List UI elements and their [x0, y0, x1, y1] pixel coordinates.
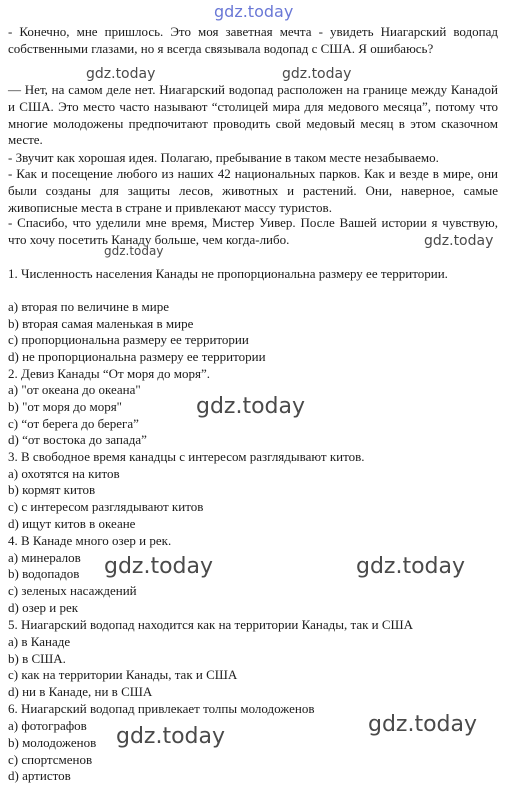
answer-option: d) озер и рек — [8, 600, 79, 615]
answer-option: d) ни в Канаде, ни в США — [8, 684, 153, 699]
answer-option: c) спортсменов — [8, 752, 93, 767]
answer-option: d) “от востока до запада” — [8, 432, 147, 447]
answer-option: c) с интересом разглядывают китов — [8, 499, 204, 514]
watermark: gdz.today — [104, 554, 214, 579]
answer-option: a) охотятся на китов — [8, 466, 120, 481]
question-text: 3. В свободное время канадцы с интересом разглядывают китов. — [8, 449, 365, 464]
answer-option: a) вторая по величине в мире — [8, 299, 169, 314]
question-text: 2. Девиз Канады “От моря до моря”. — [8, 366, 211, 381]
answer-option: a) фотографов — [8, 718, 87, 733]
watermark: gdz.today — [116, 724, 226, 749]
answer-option: d) артистов — [8, 768, 71, 783]
watermark: gdz.today — [424, 233, 494, 249]
answer-option: a) в Канаде — [8, 634, 71, 649]
dialogue-paragraph: - Как и посещение любого из наших 42 национальных парков. Как и везде в мире, они были созданы для защиты лесов, животных и растений. Они, наверное, самые живописные места в стране и привлекают массу туристов. — [8, 166, 498, 215]
watermark: gdz.today — [282, 66, 352, 82]
answer-option: c) “от берега до берега” — [8, 416, 139, 431]
watermark: gdz.today — [368, 712, 478, 737]
answer-option: b) вторая самая маленькая в мире — [8, 316, 194, 331]
dialogue-paragraph: - Конечно, мне пришлось. Это моя заветная мечта - увидеть Ниагарский водопад собственными глазами, но я всегда связывала водопад с США. Я ошибаюсь? — [8, 24, 498, 56]
header-watermark: gdz.today — [214, 2, 294, 21]
question-text: 5. Ниагарский водопад находится как на территории Канады, так и США — [8, 617, 414, 632]
answer-option: b) водопадов — [8, 566, 80, 581]
dialogue-paragraph: - Спасибо, что уделили мне время, Мистер Уивер. После Вашей истории я чувствую, что хочу посетить Канаду больше, чем когда-либо. — [8, 215, 498, 247]
answer-option: b) "от моря до моря" — [8, 399, 122, 414]
answer-option: c) зеленых насаждений — [8, 583, 137, 598]
answer-option: c) как на территории Канады, так и США — [8, 667, 238, 682]
watermark: gdz.today — [196, 394, 306, 419]
question-text: 4. В Канаде много озер и рек. — [8, 533, 172, 548]
answer-option: d) не пропорциональна размеру ее территории — [8, 349, 266, 364]
answer-option: a) "от океана до океана" — [8, 382, 141, 397]
watermark: gdz.today — [104, 244, 164, 258]
answer-option: c) пропорциональна размеру ее территории — [8, 332, 249, 347]
watermark: gdz.today — [356, 554, 466, 579]
watermark: gdz.today — [86, 66, 156, 82]
answer-option: b) в США. — [8, 651, 66, 666]
answer-option: d) ищут китов в океане — [8, 516, 136, 531]
question-text: 6. Ниагарский водопад привлекает толпы молодоженов — [8, 701, 315, 716]
dialogue-paragraph: - Звучит как хорошая идея. Полагаю, пребывание в таком месте незабываемо. — [8, 150, 439, 165]
answer-option: b) кормят китов — [8, 482, 96, 497]
question-text: 1. Численность населения Канады не пропорциональна размеру ее территории. — [8, 266, 448, 281]
dialogue-paragraph: — Нет, на самом деле нет. Ниагарский водопад расположен на границе между Канадой и США. Это место часто называют “столицей мира для медового месяца”, потому что многие молодожены предпочитают проводить свой медовый месяц в этом сказочном месте. — [8, 82, 498, 148]
answer-option: b) молодоженов — [8, 735, 97, 750]
answer-option: a) минералов — [8, 550, 81, 565]
